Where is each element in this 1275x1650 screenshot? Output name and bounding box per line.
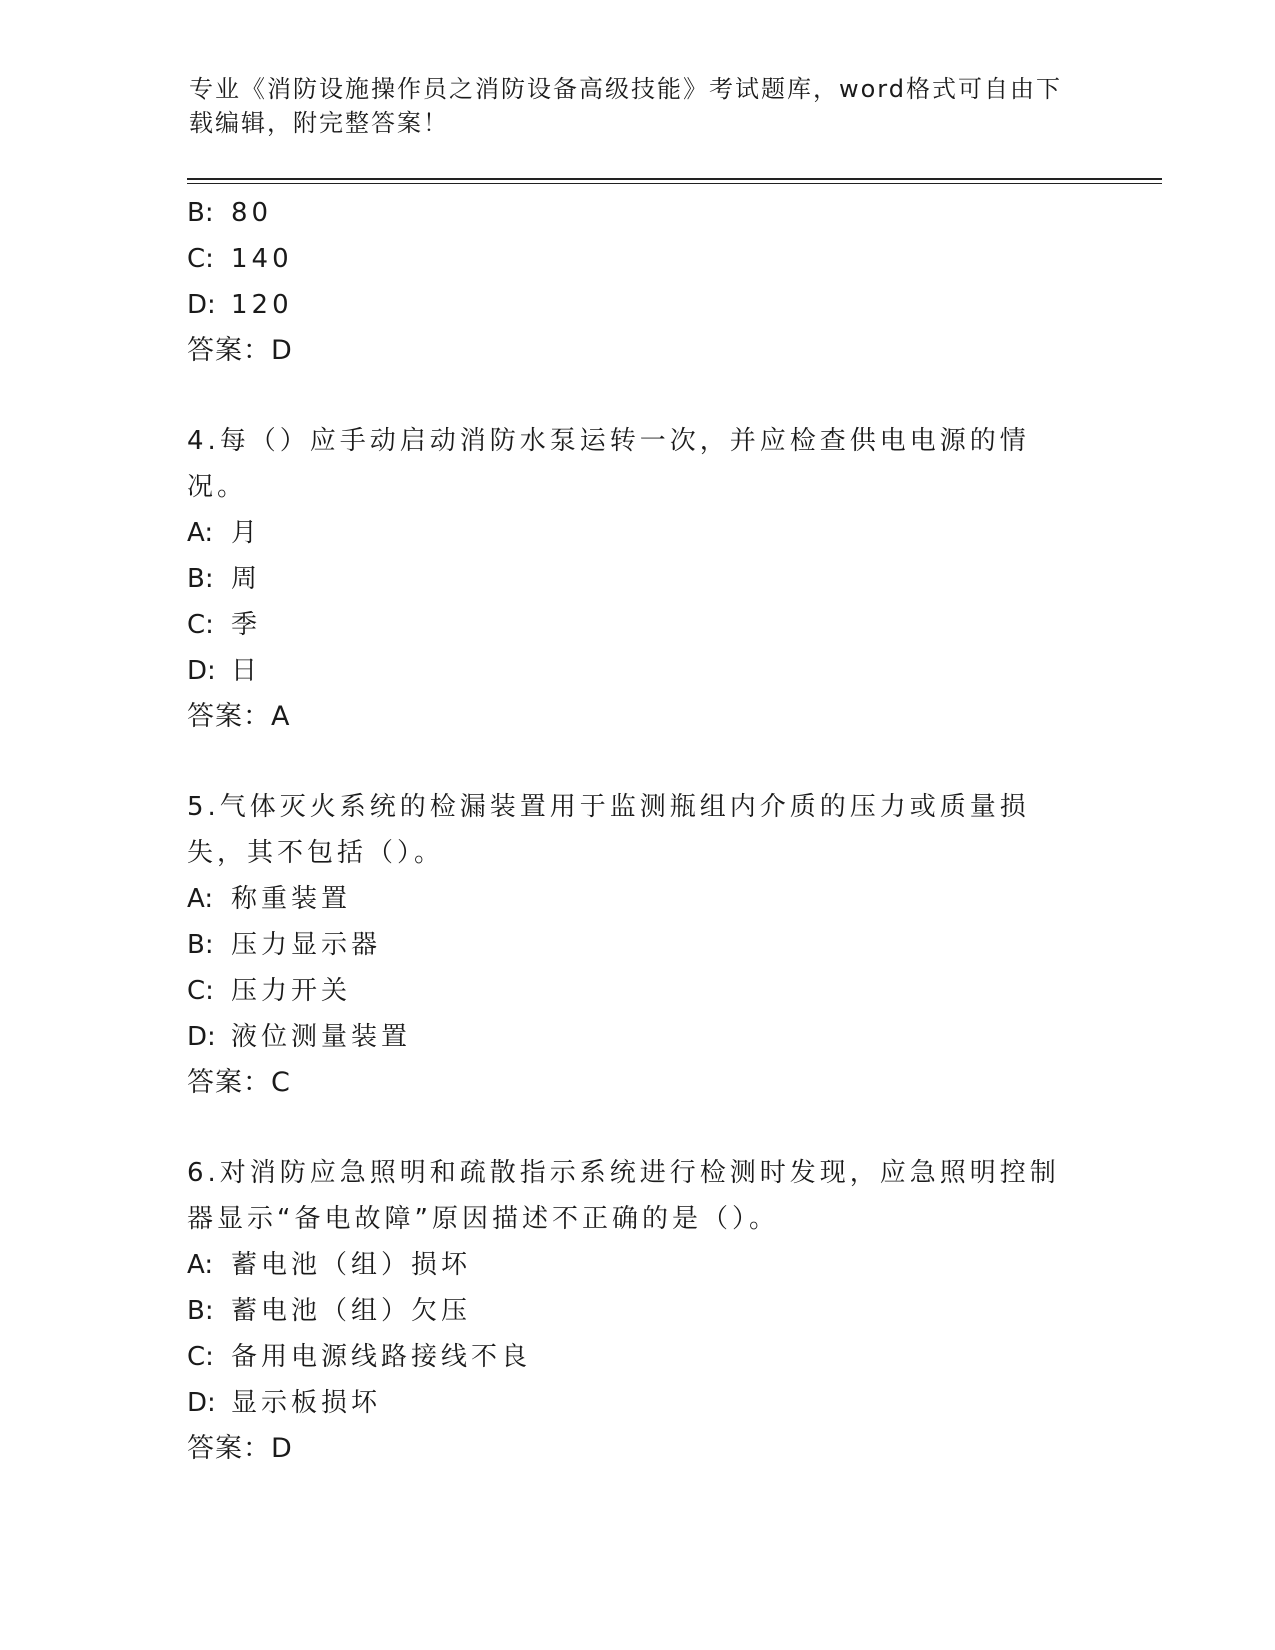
option-letter: D: [187, 1022, 216, 1052]
option-letter: C: [187, 610, 214, 640]
option-letter: C: [187, 1342, 214, 1372]
option-text: 压力显示器 [231, 930, 382, 960]
option-row [187, 602, 1087, 648]
option-letter: A: [187, 1250, 214, 1280]
answer-value: A [271, 701, 290, 732]
answer-row [187, 1060, 1087, 1106]
option-letter: D: [187, 656, 216, 686]
option-row [187, 922, 1087, 968]
option-row [187, 1288, 1087, 1334]
option-text: 备用电源线路接线不良 [231, 1342, 532, 1372]
option-text: 120 [231, 290, 293, 320]
answer-row [187, 328, 1087, 374]
question-title: 4.每（）应手动启动消防水泵运转一次，并应检查供电电源的情况。 [187, 426, 1030, 502]
option-row [187, 968, 1087, 1014]
option-row [187, 648, 1087, 694]
question-block [187, 1150, 1087, 1472]
option-row [187, 190, 1087, 236]
document-header: 专业《消防设施操作员之消防设备高级技能》考试题库，word格式可自由下载编辑，附完整答案！ [189, 75, 1062, 137]
answer-value: C [271, 1067, 290, 1098]
option-letter: C: [187, 244, 214, 274]
option-letter: A: [187, 518, 214, 548]
option-letter: A: [187, 884, 214, 914]
option-text: 周 [231, 564, 262, 594]
option-letter: D: [187, 290, 216, 320]
answer-label: 答案： [187, 701, 271, 732]
option-text: 压力开关 [231, 976, 352, 1006]
answer-value: D [271, 335, 292, 366]
answer-row [187, 1426, 1087, 1472]
option-text: 140 [231, 244, 293, 274]
option-row [187, 556, 1087, 602]
option-text: 80 [231, 198, 273, 228]
question-title: 5.气体灭火系统的检漏装置用于监测瓶组内介质的压力或质量损失，其不包括（）。 [187, 792, 1030, 868]
option-text: 液位测量装置 [231, 1022, 412, 1052]
option-letter: B: [187, 198, 214, 228]
option-text: 季 [231, 610, 262, 640]
answer-row [187, 694, 1087, 740]
option-row [187, 1380, 1087, 1426]
option-letter: B: [187, 930, 214, 960]
option-text: 月 [231, 518, 262, 548]
header-divider-thick [187, 178, 1162, 180]
option-row [187, 1242, 1087, 1288]
option-letter: B: [187, 1296, 214, 1326]
answer-label: 答案： [187, 1433, 271, 1464]
question-block [187, 418, 1087, 740]
prev-question-block [187, 190, 1087, 374]
header-divider-thin [187, 183, 1162, 184]
option-row [187, 1014, 1087, 1060]
option-row [187, 1334, 1087, 1380]
option-row [187, 876, 1087, 922]
answer-value: D [271, 1433, 292, 1464]
option-letter: B: [187, 564, 214, 594]
option-text: 日 [231, 656, 262, 686]
option-text: 蓄电池（组）损坏 [231, 1250, 472, 1280]
question-block [187, 784, 1087, 1106]
answer-label: 答案： [187, 335, 271, 366]
option-text: 称重装置 [231, 884, 352, 914]
option-letter: D: [187, 1388, 216, 1418]
option-text: 蓄电池（组）欠压 [231, 1296, 472, 1326]
option-text: 显示板损坏 [231, 1388, 382, 1418]
option-letter: C: [187, 976, 214, 1006]
option-row [187, 282, 1087, 328]
option-row [187, 510, 1087, 556]
question-list [187, 190, 1087, 1472]
option-row [187, 236, 1087, 282]
question-title: 6.对消防应急照明和疏散指示系统进行检测时发现，应急照明控制器显示“备电故障”原因描述不正确的是（）。 [187, 1158, 1060, 1234]
answer-label: 答案： [187, 1067, 271, 1098]
